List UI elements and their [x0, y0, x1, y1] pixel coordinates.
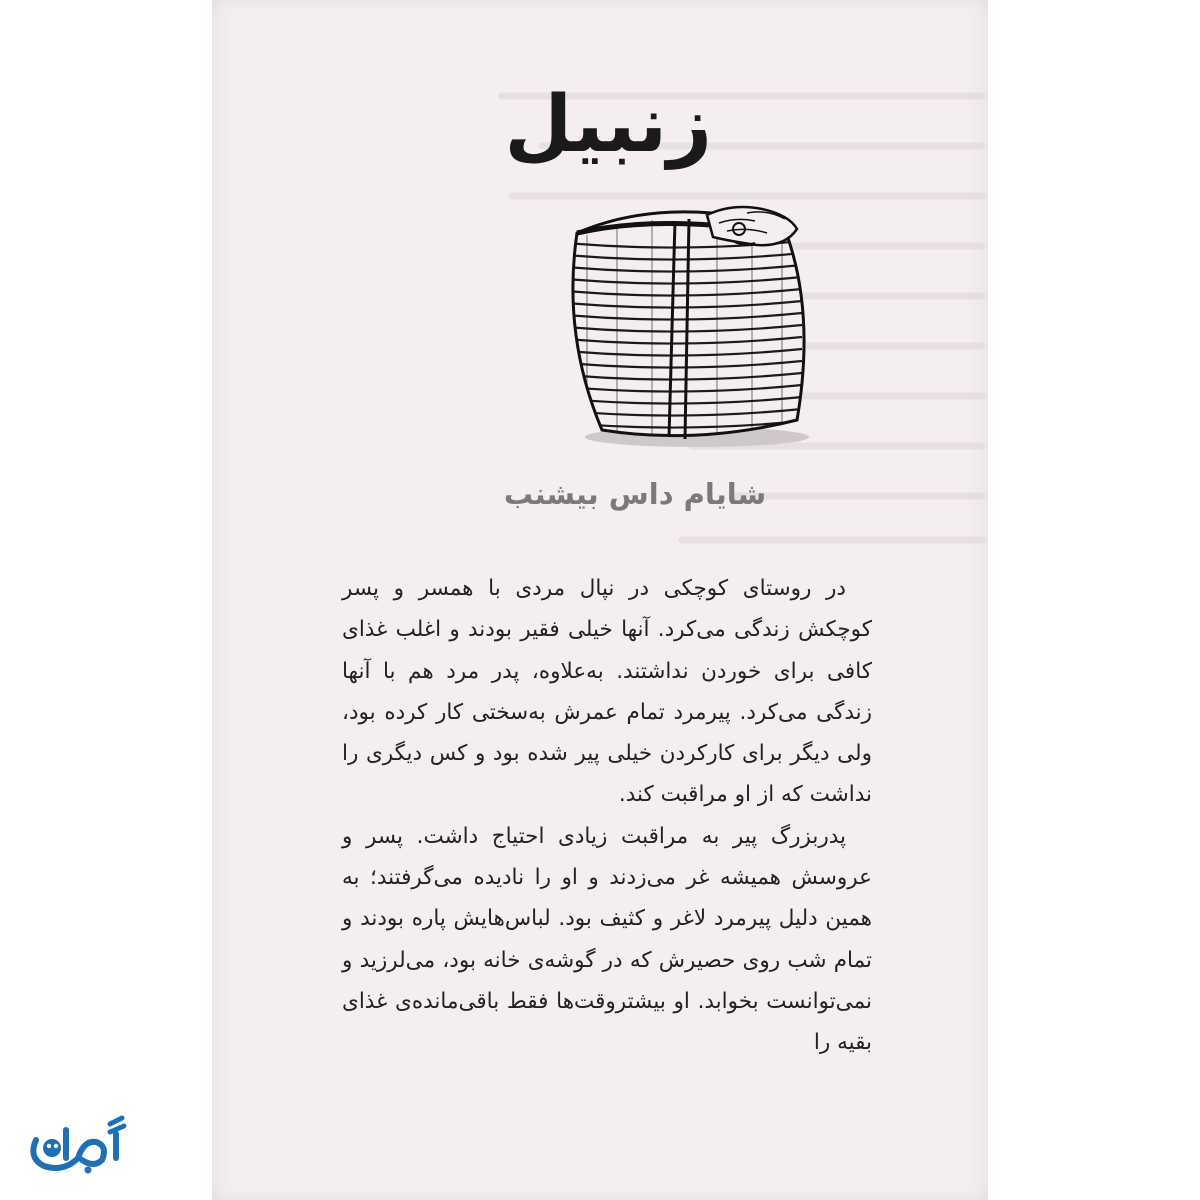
paragraph: پدربزرگ پیر به مراقبت زیادی احتیاج داشت. پسر و عروسش همیشه غر می‌زدند و او را نادیده می‌گرفتند؛ به همین دلیل پیرمرد لاغر و کثیف بود. لباس‌هایش پاره بودند و تمام شب روی حصیرش که در گوشه‌ی خانه بود، می‌لرزید و نمی‌توانست بخوابد. او بیشتروقت‌ها فقط باقی‌مانده‌ی غذای بقیه را — [342, 823, 872, 1056]
paragraph: در روستای کوچکی در نپال مردی با همسر و پسر کوچکش زندگی می‌کرد. آنها خیلی فقیر بودند و اغلب غذای کافی برای خوردن نداشتند. به‌علاوه، پدر مرد هم با آنها زندگی می‌کرد. پیرمرد تمام عمرش به‌سختی کار کرده بود، ولی دیگر برای کارکردن خیلی پیر شده بود و کس دیگری را نداشت که از او مراقبت کند. — [342, 576, 872, 808]
author-name: شایام داس بیشنب — [503, 477, 767, 511]
ponak-logo-icon — [22, 1100, 132, 1180]
watermark-logo — [22, 1100, 132, 1180]
story-title: زنبیل — [504, 80, 712, 170]
basket-illustration — [557, 195, 837, 455]
story-body — [342, 568, 872, 1064]
book-page — [212, 0, 988, 1200]
